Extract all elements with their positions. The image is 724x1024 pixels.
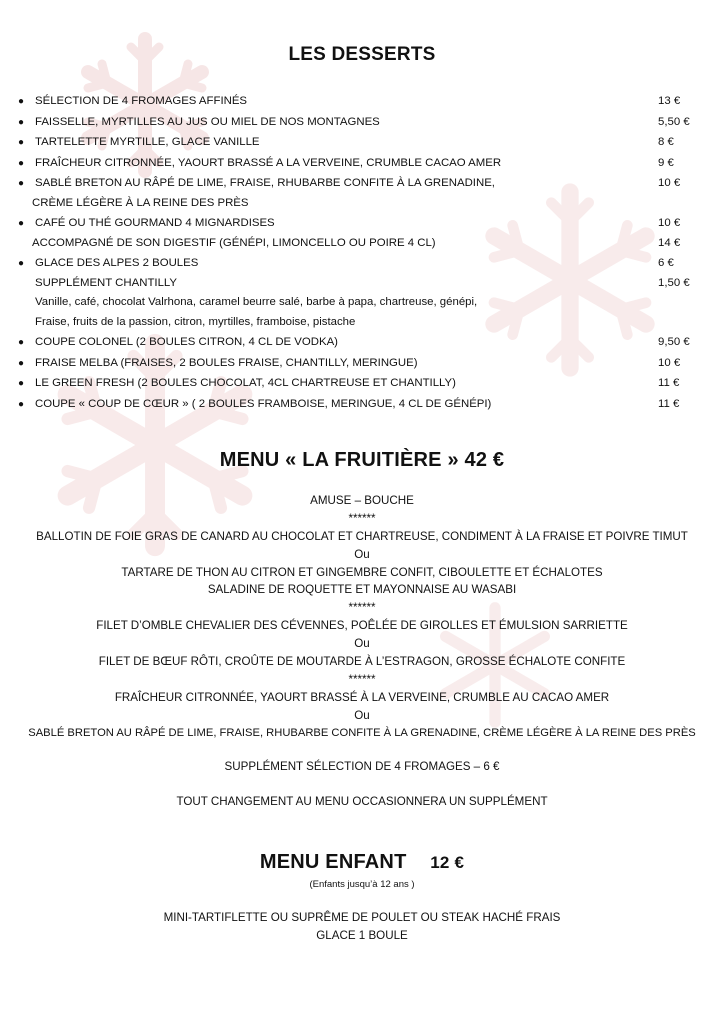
- menu-line: FRAÎCHEUR CITRONNÉE, YAOURT BRASSÉ À LA VERVEINE, CRUMBLE AU CACAO AMER: [114, 690, 610, 704]
- menu-or: Ou: [354, 708, 370, 722]
- enfant-title: MENU ENFANT: [259, 851, 407, 873]
- change-notice: TOUT CHANGEMENT AU MENU OCCASIONNERA UN SUPPLÉMENT: [176, 795, 548, 808]
- fruitiere-title: MENU « LA FRUITIÈRE » 42 €: [219, 449, 505, 471]
- dessert-list: [18, 92, 708, 414]
- list-item-continuation: SUPPLÉMENT CHANTILLY 1,50 €: [35, 276, 690, 289]
- flavor-list: Vanille, café, chocolat Valrhona, caramel beurre salé, barbe à papa, chartreuse, génépi,: [35, 296, 478, 308]
- list-item: ● CAFÉ OU THÉ GOURMAND 4 MIGNARDISES 10 €: [18, 214, 708, 234]
- menu-separator: ******: [348, 511, 376, 525]
- enfant-menu: [0, 909, 724, 945]
- enfant-price: 12 €: [430, 853, 465, 872]
- cheese-supplement: SUPPLÉMENT SÉLECTION DE 4 FROMAGES – 6 €: [224, 760, 500, 773]
- list-item: ● COUPE COLONEL (2 BOULES CITRON, 4 CL DE VODKA) 9,50 €: [18, 333, 708, 353]
- menu-line: AMUSE – BOUCHE: [310, 494, 414, 507]
- bullet-icon: ●: [18, 337, 25, 348]
- list-item: ● SÉLECTION DE 4 FROMAGES AFFINÉS 13 €: [18, 92, 708, 112]
- menu-line: GLACE 1 BOULE: [316, 928, 408, 942]
- menu-line: SALADINE DE ROQUETTE ET MAYONNAISE AU WASABI: [207, 583, 517, 597]
- menu-line: FILET DE BŒUF RÔTI, CROÛTE DE MOUTARDE À L’ESTRAGON, GROSSE ÉCHALOTE CONFITE: [98, 655, 626, 669]
- bullet-icon: ●: [18, 218, 25, 229]
- enfant-age-note: (Enfants jusqu’à 12 ans ): [309, 879, 415, 890]
- bullet-icon: ●: [18, 157, 25, 169]
- bullet-icon: ●: [18, 137, 25, 148]
- bullet-icon: ●: [18, 178, 25, 189]
- menu-separator: ******: [348, 672, 376, 686]
- menu-line: SABLÉ BRETON AU RÂPÉ DE LIME, FRAISE, RHUBARBE CONFITE À LA GRENADINE, CRÈME LÉGÈRE À LA REINE DES PRÈS: [28, 726, 696, 739]
- list-item-continuation: CRÈME LÉGÈRE À LA REINE DES PRÈS: [32, 196, 249, 209]
- list-item: ● FRAISE MELBA (FRAISES, 2 BOULES FRAISE, CHANTILLY, MERINGUE) 10 €: [18, 354, 708, 374]
- list-item: ● SABLÉ BRETON AU RÂPÉ DE LIME, FRAISE, RHUBARBE CONFITE À LA GRENADINE, 10 €: [18, 174, 708, 194]
- enfant-title-row: [0, 851, 724, 874]
- menu-line: FILET D’OMBLE CHEVALIER DES CÉVENNES, POÊLÉE DE GIROLLES ET ÉMULSION SARRIETTE: [96, 619, 628, 633]
- list-item: ● COUPE « COUP DE CŒUR » ( 2 BOULES FRAMBOISE, MERINGUE, 4 CL DE GÉNÉPI) 11 €: [18, 395, 708, 415]
- desserts-title: LES DESSERTS: [288, 44, 436, 65]
- menu-separator: ******: [348, 601, 376, 615]
- menu-line: TARTARE DE THON AU CITRON ET GINGEMBRE CONFIT, CIBOULETTE ET ÉCHALOTES: [121, 565, 603, 579]
- list-item: ● FAISSELLE, MYRTILLES AU JUS OU MIEL DE NOS MONTAGNES 5,50 €: [18, 113, 708, 133]
- bullet-icon: ●: [18, 96, 25, 107]
- menu-or: Ou: [354, 547, 370, 561]
- list-item: ● GLACE DES ALPES 2 BOULES 6 €: [18, 254, 708, 274]
- bullet-icon: ●: [18, 378, 25, 389]
- bullet-icon: ●: [18, 258, 25, 269]
- bullet-icon: ●: [18, 357, 25, 369]
- list-item: ● LE GREEN FRESH (2 BOULES CHOCOLAT, 4CL CHARTREUSE ET CHANTILLY) 11 €: [18, 374, 708, 394]
- bullet-icon: ●: [18, 398, 25, 410]
- flavor-list: Fraise, fruits de la passion, citron, myrtilles, framboise, pistache: [35, 315, 356, 328]
- menu-line: MINI-TARTIFLETTE OU SUPRÊME DE POULET OU STEAK HACHÉ FRAIS: [163, 911, 561, 924]
- bullet-icon: ●: [18, 116, 25, 128]
- fruitiere-menu: [0, 492, 724, 742]
- list-item: ● FRAÎCHEUR CITRONNÉE, YAOURT BRASSÉ A LA VERVEINE, CRUMBLE CACAO AMER 9 €: [18, 154, 708, 174]
- menu-or: Ou: [354, 637, 370, 651]
- list-item-continuation: ACCOMPAGNÉ DE SON DIGESTIF (GÉNÉPI, LIMONCELLO OU POIRE 4 CL) 14 €: [32, 236, 681, 249]
- list-item: ● TARTELETTE MYRTILLE, GLACE VANILLE 8 €: [18, 133, 708, 153]
- menu-line: BALLOTIN DE FOIE GRAS DE CANARD AU CHOCOLAT ET CHARTREUSE, CONDIMENT À LA FRAISE ET POIVRE TIMUT: [36, 529, 688, 543]
